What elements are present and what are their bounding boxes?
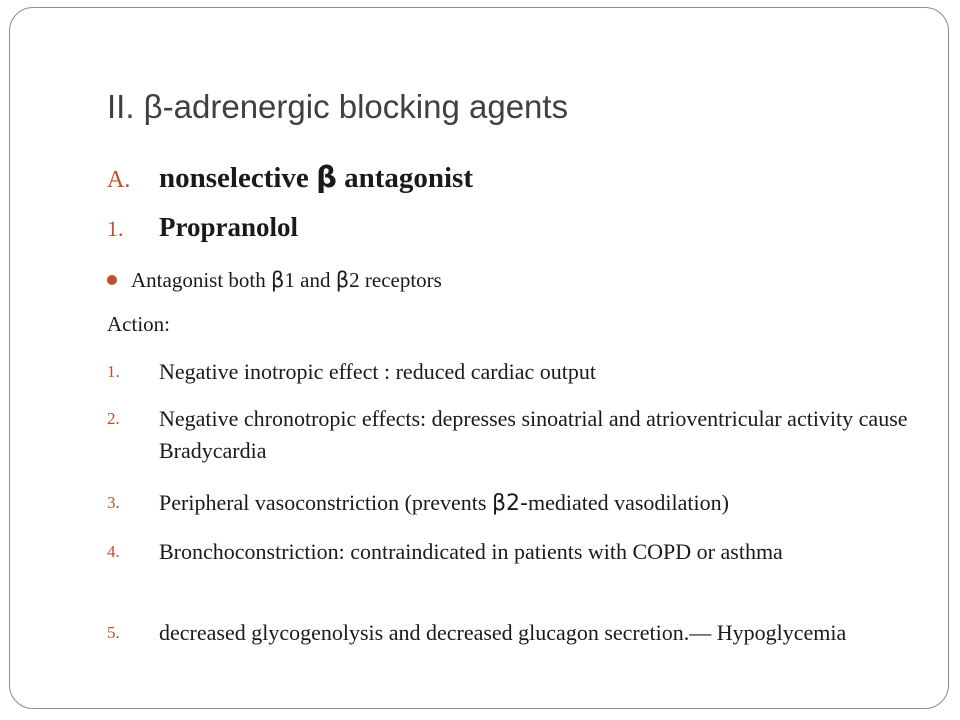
action-item-2 bbox=[107, 403, 927, 467]
action-number: 4. bbox=[107, 542, 120, 561]
section-text-after: antagonist bbox=[336, 162, 473, 194]
receptor-bullet bbox=[107, 268, 442, 293]
drug-heading bbox=[107, 212, 298, 243]
section-marker: A. bbox=[107, 167, 131, 193]
action-beta2-symbol: β2- bbox=[491, 491, 528, 516]
bullet-beta1: β bbox=[271, 268, 285, 292]
action-item-5 bbox=[107, 617, 927, 649]
bullet-part2: 1 and bbox=[284, 268, 336, 292]
action-text-before: Peripheral vasoconstriction (prevents bbox=[159, 490, 492, 515]
action-number: 3. bbox=[107, 493, 120, 512]
action-label: Action: bbox=[107, 312, 170, 336]
section-heading bbox=[107, 160, 473, 195]
action-text: Bronchoconstriction: contraindicated in patients with COPD or asthma bbox=[159, 539, 783, 564]
action-item-1 bbox=[107, 356, 927, 388]
drug-marker: 1. bbox=[107, 216, 124, 241]
action-item-4 bbox=[107, 536, 927, 568]
action-text: decreased glycogenolysis and decreased glucagon secretion.— Hypoglycemia bbox=[159, 620, 847, 645]
action-number: 5. bbox=[107, 623, 120, 642]
action-text: Negative chronotropic effects: depresses sinoatrial and atrioventricular activity cause Bradycardia bbox=[159, 406, 908, 463]
bullet-beta2: β bbox=[335, 268, 350, 292]
bullet-part1: Antagonist both bbox=[131, 268, 271, 292]
action-text-after: mediated vasodilation) bbox=[527, 490, 729, 515]
drug-name: Propranolol bbox=[159, 212, 299, 242]
bullet-part3: 2 receptors bbox=[349, 268, 442, 292]
bullet-dot-icon bbox=[107, 275, 117, 285]
section-text-before: nonselective bbox=[159, 162, 317, 194]
action-text: Negative inotropic effect : reduced cardiac output bbox=[159, 359, 596, 384]
action-number: 1. bbox=[107, 362, 120, 381]
section-beta-symbol: β bbox=[316, 160, 337, 194]
action-item-3 bbox=[107, 487, 927, 520]
action-text bbox=[159, 487, 919, 520]
slide-title: II. β-adrenergic blocking agents bbox=[107, 88, 569, 125]
action-number: 2. bbox=[107, 409, 120, 428]
